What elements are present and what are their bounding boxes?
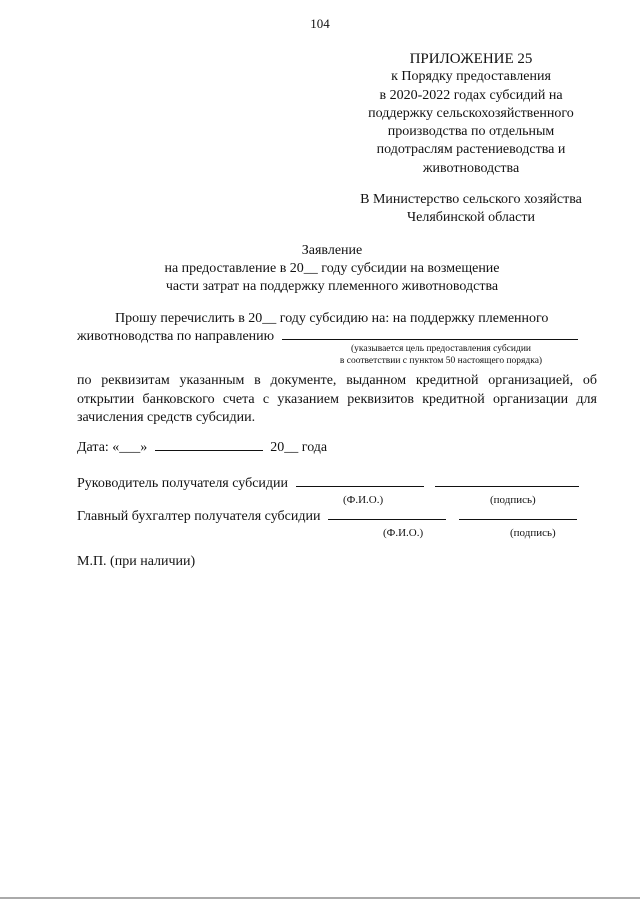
appendix-line: поддержку сельскохозяйственного bbox=[368, 105, 574, 121]
accountant-fio-blank bbox=[328, 518, 446, 520]
bank-details-paragraph bbox=[77, 372, 597, 428]
hint-line: в соответствии с пунктом 50 настоящего порядка) bbox=[339, 356, 543, 366]
accountant-sign-blank bbox=[459, 518, 577, 520]
appendix-line: к Порядку предоставления bbox=[391, 69, 551, 85]
head-label: Руководитель получателя субсидии bbox=[77, 476, 289, 491]
date-line bbox=[77, 440, 327, 456]
paragraph-line: открытии банковского счета с указанием реквизитов кредитной организации для bbox=[77, 391, 597, 407]
direction-blank-line bbox=[282, 338, 578, 340]
head-signature-line bbox=[77, 476, 579, 492]
recipient-line: Челябинской области bbox=[407, 210, 535, 225]
paragraph-line: зачисления средств субсидии. bbox=[77, 410, 256, 425]
accountant-fio-caption: (Ф.И.О.) bbox=[383, 527, 424, 539]
appendix-header bbox=[342, 50, 600, 178]
direction-label: животноводства по направлению bbox=[77, 329, 275, 344]
appendix-line: животноводства bbox=[422, 160, 520, 176]
appendix-title: ПРИЛОЖЕНИЕ 25 bbox=[409, 51, 533, 67]
accountant-label: Главный бухгалтер получателя субсидии bbox=[77, 509, 321, 524]
date-label: Дата: «___» bbox=[77, 440, 148, 455]
scan-bottom-edge bbox=[0, 897, 640, 899]
statement-line: части затрат на поддержку племенного животноводства bbox=[165, 279, 499, 294]
hint-line: (указывается цель предоставления субсидии bbox=[350, 344, 532, 354]
appendix-line: в 2020-2022 годах субсидий на bbox=[379, 87, 563, 103]
statement-title: Заявление bbox=[301, 243, 363, 258]
request-line-1: Прошу перечислить в 20__ году субсидию на: на поддержку племенного bbox=[115, 311, 549, 326]
accountant-signature-line bbox=[77, 509, 577, 525]
paragraph-line: по реквизитам указанным в документе, выданном кредитной организацией, об bbox=[77, 373, 597, 388]
head-sign-caption: (подпись) bbox=[490, 494, 536, 506]
date-blank-line bbox=[155, 449, 263, 451]
appendix-line: производства по отдельным bbox=[387, 124, 555, 140]
head-fio-blank bbox=[296, 485, 424, 487]
appendix-line: подотраслям растениеводства и bbox=[376, 142, 566, 158]
statement-line: на предоставление в 20__ году субсидии на возмещение bbox=[164, 261, 500, 276]
head-fio-caption: (Ф.И.О.) bbox=[343, 494, 384, 506]
date-year: 20__ года bbox=[270, 440, 328, 455]
page-number: 104 bbox=[310, 16, 330, 31]
head-sign-blank bbox=[435, 485, 579, 487]
statement-heading bbox=[120, 242, 544, 296]
direction-hint bbox=[300, 343, 582, 367]
recipient-block bbox=[330, 191, 612, 227]
seal-note: М.П. (при наличии) bbox=[77, 554, 196, 569]
accountant-sign-caption: (подпись) bbox=[510, 527, 556, 539]
recipient-line: В Министерство сельского хозяйства bbox=[360, 192, 582, 207]
